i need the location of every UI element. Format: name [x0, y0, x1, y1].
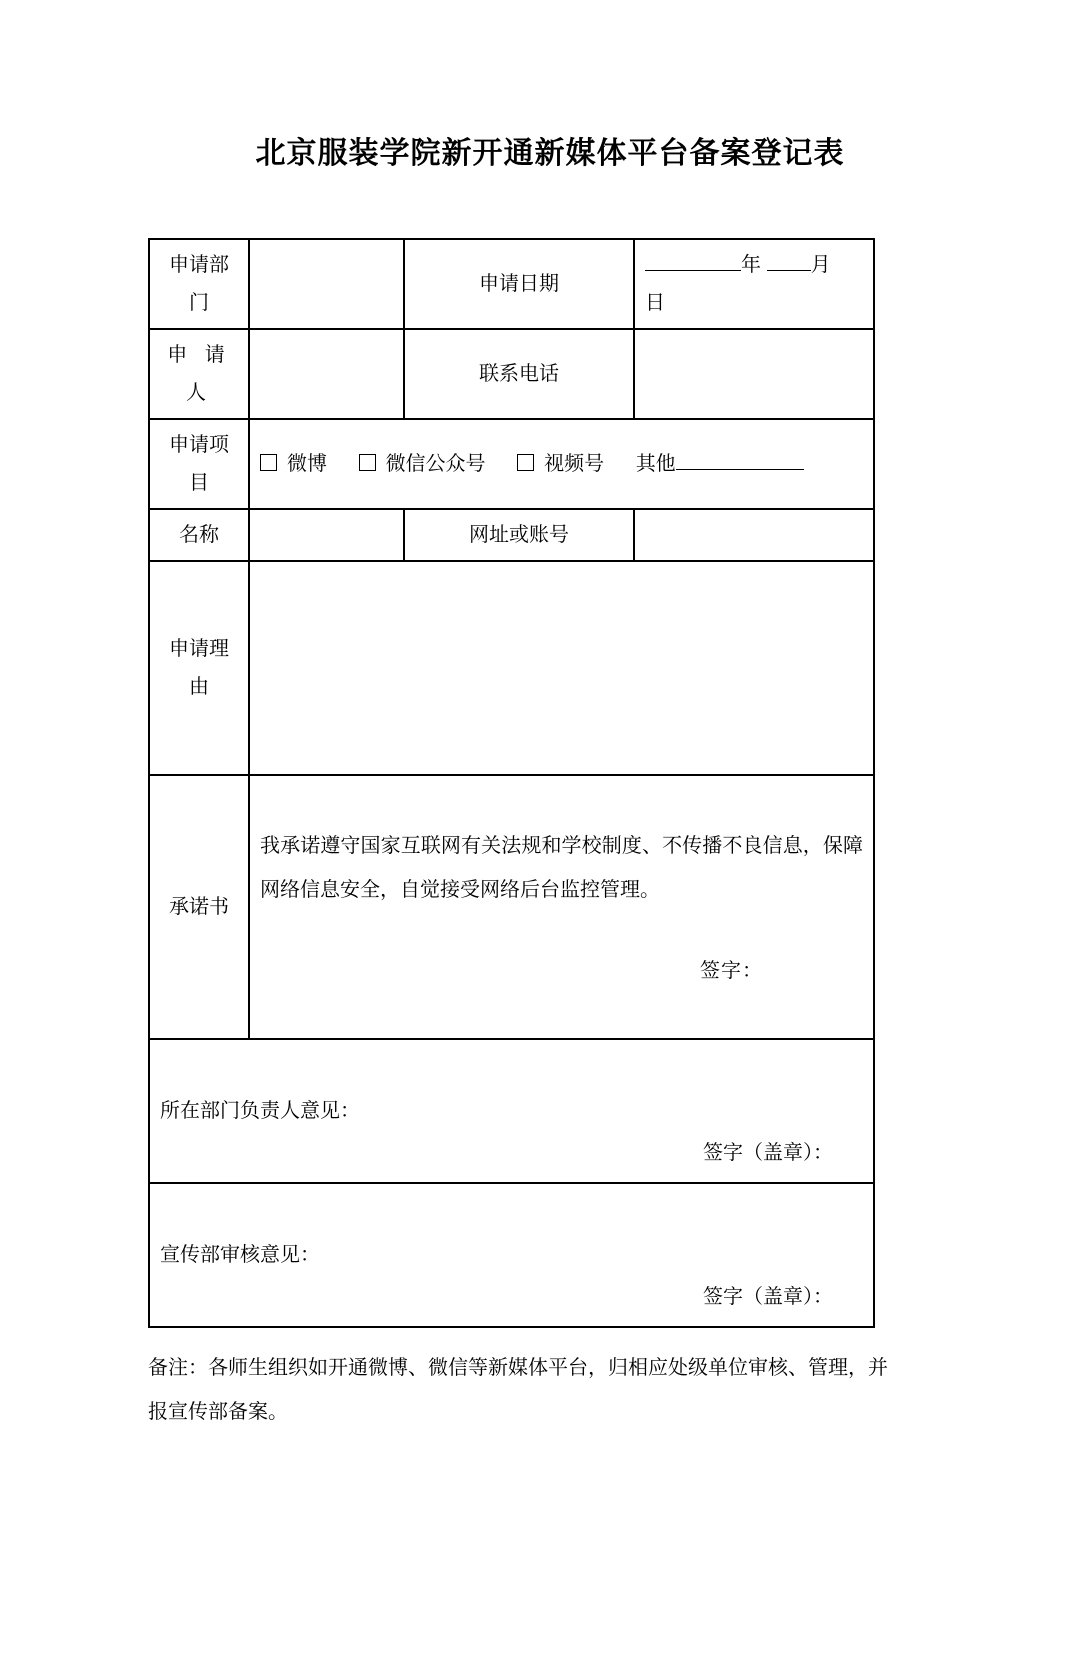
checkbox-option-weibo[interactable] — [260, 453, 333, 475]
project-label: 申请项目 — [149, 419, 249, 509]
table-row — [149, 561, 874, 775]
promise-text: 我承诺遵守国家互联网有关法规和学校制度、不传播不良信息，保障网络信息安全，自觉接受网络后台监控管理。 — [260, 835, 863, 901]
publicity-opinion-sign-label[interactable]: 签字（盖章）： — [703, 1286, 833, 1308]
dept-opinion-label: 所在部门负责人意见： — [160, 1100, 360, 1122]
dept-label: 申请部门 — [149, 239, 249, 329]
table-row — [149, 775, 874, 1039]
table-row — [149, 1183, 874, 1327]
registration-form-table — [148, 238, 875, 1328]
table-row — [149, 239, 874, 329]
name-value-field[interactable] — [249, 509, 404, 561]
checkbox-icon[interactable] — [260, 454, 277, 471]
checkbox-option-wechat-official[interactable] — [359, 453, 492, 475]
dept-value-field[interactable] — [249, 239, 404, 329]
table-row — [149, 419, 874, 509]
dept-opinion-sign-label[interactable]: 签字（盖章）： — [703, 1142, 833, 1164]
name-label: 名称 — [149, 509, 249, 561]
apply-date-label: 申请日期 — [404, 239, 634, 329]
dept-opinion-cell[interactable] — [149, 1039, 874, 1183]
publicity-opinion-label: 宣传部审核意见： — [160, 1244, 320, 1266]
publicity-opinion-cell[interactable] — [149, 1183, 874, 1327]
reason-label: 申请理由 — [149, 561, 249, 775]
url-label: 网址或账号 — [404, 509, 634, 561]
applicant-label: 申 请 人 — [149, 329, 249, 419]
project-options-cell — [249, 419, 874, 509]
date-year-blank[interactable] — [645, 253, 741, 271]
phone-value-field[interactable] — [634, 329, 874, 419]
table-row — [149, 1039, 874, 1183]
project-other-group[interactable] — [636, 453, 804, 475]
apply-date-value-field[interactable]: 年 月 日 — [634, 239, 874, 329]
project-other-label: 其他 — [635, 453, 676, 475]
table-row — [149, 509, 874, 561]
checkbox-label: 微博 — [287, 453, 327, 475]
checkbox-label: 微信公众号 — [385, 453, 486, 475]
checkbox-option-video-account[interactable] — [517, 453, 610, 475]
promise-sign-label[interactable]: 签字： — [700, 960, 763, 982]
page-title: 北京服装学院新开通新媒体平台备案登记表 — [255, 137, 845, 170]
date-month-blank[interactable] — [767, 253, 811, 271]
phone-label: 联系电话 — [404, 329, 634, 419]
promise-cell — [249, 775, 874, 1039]
project-other-input[interactable] — [676, 452, 804, 470]
footer-note: 备注：各师生组织如开通微博、微信等新媒体平台，归相应处级单位审核、管理，并报宣传部备案。 — [148, 1357, 888, 1423]
url-value-field[interactable] — [634, 509, 874, 561]
applicant-value-field[interactable] — [249, 329, 404, 419]
checkbox-label: 视频号 — [544, 453, 605, 475]
table-row — [149, 329, 874, 419]
reason-value-field[interactable] — [249, 561, 874, 775]
checkbox-icon[interactable] — [359, 454, 376, 471]
promise-label: 承诺书 — [149, 775, 249, 1039]
checkbox-icon[interactable] — [517, 454, 534, 471]
